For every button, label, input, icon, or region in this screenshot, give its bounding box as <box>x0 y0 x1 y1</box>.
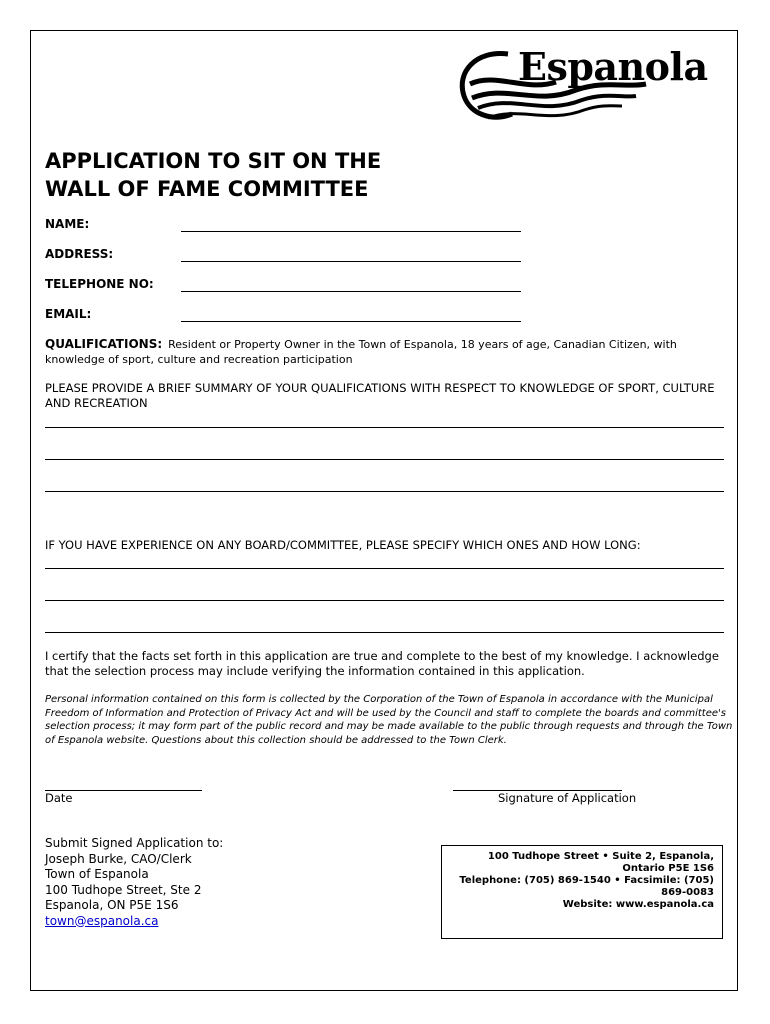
address-box <box>441 845 723 939</box>
submit-line-5: Espanola, ON P5E 1S6 <box>45 898 179 912</box>
address-label: ADDRESS: <box>45 247 114 261</box>
qualifications-text: Resident or Property Owner in the Town of Espanola, 18 years of age, Canadian Citizen, with knowledge of sport, culture and recreation participation <box>45 338 677 366</box>
date-label: Date <box>45 791 73 805</box>
qualifications-block <box>45 337 735 367</box>
telephone-label: TELEPHONE NO: <box>45 277 154 291</box>
title-line-1: APPLICATION TO SIT ON THE <box>45 149 382 173</box>
experience-prompt: IF YOU HAVE EXPERIENCE ON ANY BOARD/COMMITTEE, PLEASE SPECIFY WHICH ONES AND HOW LONG: <box>45 538 641 552</box>
name-field[interactable] <box>181 217 521 232</box>
certification-text: I certify that the facts set forth in this application are true and complete to the best of my knowledge. I acknowledge that the selection process may include verifying the information contained in this application. <box>45 649 719 678</box>
privacy-notice: Personal information contained on this form is collected by the Corporation of the Town of Espanola in accordance with the Municipal Freedom of Information and Protection of Privacy Act and will be used by the Council and staff to complete the boards and committee's selection process; it may form part of the public record and may be made available to the public through requests and through the Town of Espanola website. Questions about this collection should be addressed to the Town Clerk. <box>45 694 733 746</box>
name-label: NAME: <box>45 217 90 231</box>
summary-line-2[interactable] <box>45 447 724 460</box>
summary-line-1[interactable] <box>45 415 724 428</box>
telephone-field[interactable] <box>181 277 521 292</box>
summary-line-3[interactable] <box>45 479 724 492</box>
address-box-line-2: Ontario P5E 1S6 <box>622 863 714 874</box>
page-title <box>45 147 381 203</box>
address-box-line-1: 100 Tudhope Street • Suite 2, Espanola, <box>487 851 714 862</box>
address-box-line-4: 869-0083 <box>661 887 714 898</box>
submit-instructions <box>45 836 223 929</box>
submit-line-1: Submit Signed Application to: <box>45 836 224 850</box>
experience-line-3[interactable] <box>45 620 724 633</box>
submit-line-4: 100 Tudhope Street, Ste 2 <box>45 882 202 897</box>
email-label: EMAIL: <box>45 307 92 321</box>
summary-prompt: PLEASE PROVIDE A BRIEF SUMMARY OF YOUR QUALIFICATIONS WITH RESPECT TO KNOWLEDGE OF SPORT, CULTURE AND RECREATION <box>45 381 715 410</box>
qualifications-label: QUALIFICATIONS: <box>45 337 163 351</box>
title-line-2: WALL OF FAME COMMITTEE <box>45 177 369 201</box>
address-box-line-5: Website: www.espanola.ca <box>562 899 714 910</box>
experience-line-2[interactable] <box>45 588 724 601</box>
submit-email-link[interactable]: town@espanola.ca <box>45 913 159 928</box>
address-box-line-3: Telephone: (705) 869-1540 • Facsimile: (705) <box>459 875 714 886</box>
logo-wordmark: Espanola <box>518 44 708 89</box>
address-box-text <box>444 851 714 911</box>
submit-line-3: Town of Espanola <box>45 867 149 881</box>
signature-label: Signature of Application <box>498 791 637 805</box>
submit-line-2: Joseph Burke, CAO/Clerk <box>45 851 192 866</box>
experience-line-1[interactable] <box>45 556 724 569</box>
address-field[interactable] <box>181 247 521 262</box>
email-field[interactable] <box>181 307 521 322</box>
